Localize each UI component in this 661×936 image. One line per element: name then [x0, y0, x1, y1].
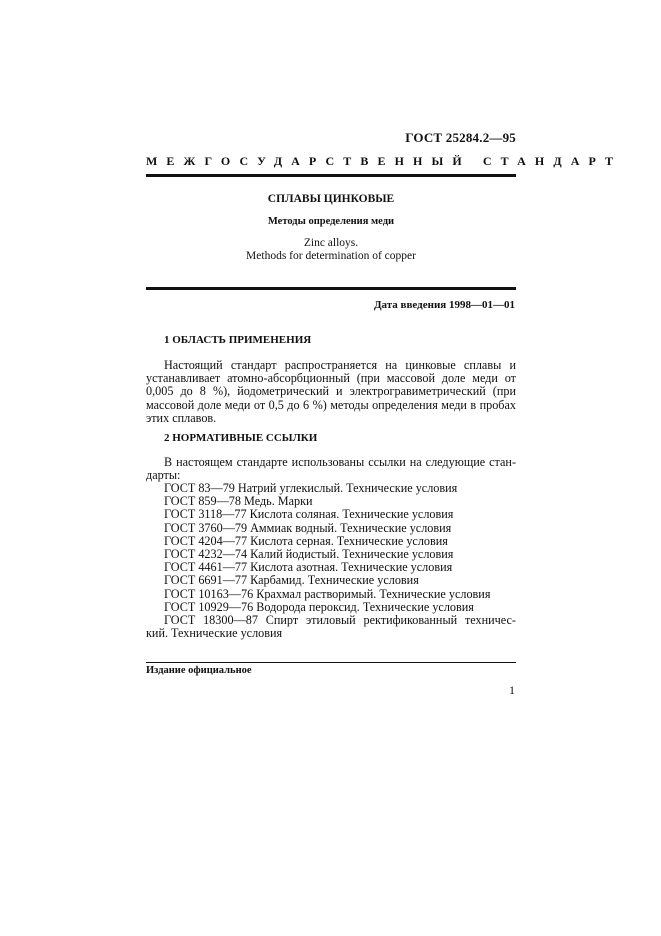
title-rule	[146, 287, 516, 290]
section-1-paragraph	[146, 359, 516, 425]
paragraph-line: В настоящем стандарте использованы ссылки на следующие стан-	[164, 455, 516, 469]
document-subtitle: Методы определения меди	[267, 216, 395, 227]
reference-item: ГОСТ 10929—76 Водорода пероксид. Технические условия	[164, 599, 474, 614]
english-title-line-2: Methods for determination of copper	[246, 250, 416, 262]
reference-item: ГОСТ 10163—76 Крахмал растворимый. Технические условия	[164, 586, 491, 601]
reference-item: ГОСТ 6691—77 Карбамид. Технические условия	[164, 573, 419, 588]
paragraph-line: устанавливает атомно-абсорбционный (при массовой доле меди от	[146, 371, 516, 386]
reference-item: ГОСТ 18300—87 Спирт этиловый ректификованный техничес-	[164, 613, 516, 628]
reference-item: ГОСТ 4232—74 Калий йодистый. Технические условия	[164, 547, 454, 562]
document-number: ГОСТ 25284.2—95	[405, 130, 516, 145]
paragraph-line: кий. Технические условия	[146, 626, 283, 640]
section-1-heading: 1 ОБЛАСТЬ ПРИМЕНЕНИЯ	[164, 334, 312, 346]
introduction-date: Дата введения 1998—01—01	[373, 299, 515, 311]
reference-item: ГОСТ 859—78 Медь. Марки	[164, 494, 313, 509]
interstate-standard-label: МЕЖГОСУДАРСТВЕННЫЙ СТАНДАРТ	[146, 154, 623, 168]
paragraph-line: Настоящий стандарт распространяется на цинковые сплавы и	[164, 358, 516, 372]
reference-item: ГОСТ 3118—77 Кислота соляная. Технические условия	[164, 507, 454, 522]
paragraph-line: дарты:	[146, 468, 181, 483]
footer-rule	[146, 662, 516, 663]
page-number: 1	[509, 683, 515, 697]
reference-item: ГОСТ 3760—79 Аммиак водный. Технические условия	[164, 520, 452, 535]
official-edition-label: Издание официальное	[146, 665, 252, 676]
reference-item: ГОСТ 4461—77 Кислота азотная. Технические условия	[164, 560, 453, 575]
header-rule	[146, 174, 516, 177]
reference-item: ГОСТ 4204—77 Кислота серная. Технические условия	[164, 533, 448, 548]
english-title-line-1: Zinc alloys.	[303, 237, 359, 249]
paragraph-line: этих сплавов.	[146, 410, 217, 425]
paragraph-line: массовой доле меди от 0,5 до 6 %) методы определения меди в пробах	[146, 397, 516, 412]
reference-item: ГОСТ 83—79 Натрий углекислый. Технические условия	[164, 481, 458, 495]
section-2-heading: 2 НОРМАТИВНЫЕ ССЫЛКИ	[164, 432, 318, 444]
section-2-intro	[146, 456, 516, 482]
normative-references-list	[164, 482, 516, 627]
paragraph-line: 0,005 до 8 %), йодометрический и электрогравиметрический (при	[146, 384, 516, 399]
reference-continuation	[146, 627, 516, 640]
document-title: СПЛАВЫ ЦИНКОВЫЕ	[267, 193, 395, 205]
